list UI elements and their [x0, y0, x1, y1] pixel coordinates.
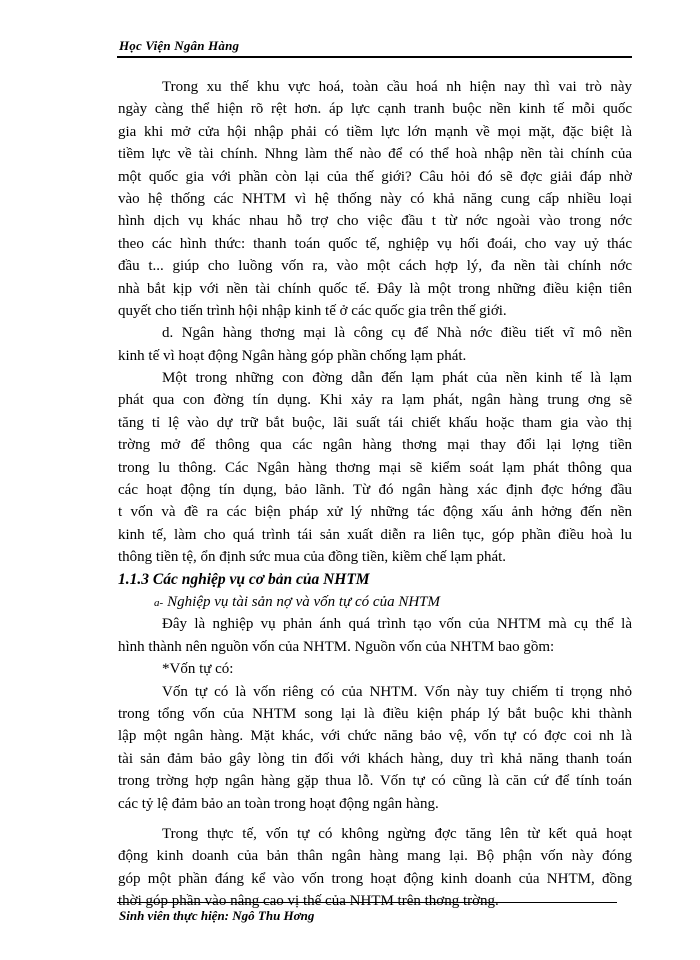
text-line: nhà bắt kịp với nền tài chính quốc tế. Đây là một trong những điều kiện tiên: [118, 280, 632, 297]
header-rule: [117, 56, 632, 58]
text-line: đầu t... giúp cho luồng vốn ra, vào một cách hợp lý, đa nền tài chính nớc: [118, 258, 632, 275]
footer-author: Sinh viên thực hiện: Ngô Thu Hơng: [119, 908, 315, 923]
text-line: vào hệ thống các NHTM vì hệ thống này có khả năng cung cấp nhiều loại: [118, 190, 632, 207]
subsection-title: Nghiệp vụ tài sản nợ và vốn tự có của NHTM: [167, 593, 440, 610]
text-line: Vốn tự có là vốn riêng có của NHTM. Vốn này tuy chiếm tỉ trọng nhỏ: [162, 683, 632, 700]
text-line: động kinh doanh của bản thân ngân hàng mang lại. Bộ phận vốn này đóng: [118, 848, 632, 865]
section-heading: 1.1.3 Các nghiệp vụ cơ bản của NHTM: [118, 570, 370, 588]
text-line: d. Ngân hàng thơng mại là công cụ để Nhà nớc điều tiết vĩ mô nền: [162, 325, 632, 342]
text-line: gia khi mở cửa hội nhập phải có tiềm lực lớn mạnh về mọi mặt, đặc biệt là: [118, 123, 632, 140]
text-line: trong trờng hợp ngân hàng gặp thua lỗ. Vốn tự có cũng là căn cứ để tính toán: [118, 773, 632, 790]
subsection-bullet: a-: [154, 596, 164, 609]
text-line: trong tổng vốn của NHTM song lại là điều kiện pháp lý bắt buộc khi thành: [118, 705, 632, 722]
document-body: [118, 76, 632, 912]
text-line: Trong thực tế, vốn tự có không ngừng đợc tăng lên từ kết quả hoạt: [162, 825, 632, 842]
text-line: phát qua con đờng tín dụng. Khi xảy ra lạm phát, ngân hàng trung ơng sẽ: [118, 392, 632, 409]
page-footer: [117, 900, 617, 930]
text-line: Đây là nghiệp vụ phản ánh quá trình tạo vốn của NHTM mà cụ thể là: [162, 616, 632, 633]
page-header: [117, 34, 632, 58]
text-line: trờng mở để thông qua các ngân hàng thơng mại thay đổi lại lợng tiền: [118, 437, 632, 454]
text-line: tăng tỉ lệ vào dự trữ bắt buộc, lãi suất tái chiết khấu hoặc tham gia vào thị: [118, 414, 632, 431]
text-line: tiềm lực về tài chính. Nhng làm thế nào để có thể hoà nhập nền tài chính của: [118, 146, 632, 163]
text-line: t vốn và đề ra các biện pháp xử lý những tác động xấu ảnh hởng đến nền: [118, 504, 632, 521]
text-line: Một trong những con đờng dẫn đến lạm phát của nền kinh tế là lạm: [162, 370, 632, 387]
text-line: theo các hình thức: thanh toán quốc tế, nghiệp vụ hối đoái, cho vay uỷ thác: [118, 235, 632, 252]
text-line: thông tiền tệ, ổn định sức mua của đồng tiền, kiềm chế lạm phát.: [118, 549, 507, 566]
text-line: các tỷ lệ đảm bảo an toàn trong hoạt động ngân hàng.: [118, 795, 439, 812]
text-line: lập một ngân hàng. Mặt khác, với chức năng bảo vệ, vốn tự có đợc coi nh là: [118, 728, 632, 745]
text-line: các hoạt động tín dụng, bảo lãnh. Từ đó ngân hàng xác định đợc hớng đầu: [118, 482, 632, 499]
text-line: *Vốn tự có:: [162, 661, 234, 678]
text-line: quyết cho tiến trình hội nhập kinh tế ở các quốc gia trên thế giới.: [118, 302, 507, 319]
text-line: thời góp phần vào nâng cao vị thế của NHTM trên thơng trờng.: [118, 893, 499, 910]
text-line: kinh tế, làm cho quá trình tái sản xuất diễn ra liên tục, góp phần điều hoà lu: [118, 526, 632, 543]
text-line: ngày càng thể hiện rõ rệt hơn. áp lực cạnh tranh buộc nền kinh tế mỗi quốc: [118, 101, 632, 118]
text-line: tài sản đảm bảo gây lòng tin đối với khách hàng, duy trì khả năng thanh toán: [118, 750, 632, 767]
text-line: trong lu thông. Các Ngân hàng thơng mại sẽ kiểm soát lạm phát thông qua: [118, 459, 632, 476]
text-line: một quốc gia với phần còn lại của thế giới? Câu hỏi đó sẽ đợc giải đáp nhờ: [118, 168, 632, 185]
text-line: Trong xu thế khu vực hoá, toàn cầu hoá nh hiện nay thì vai trò này: [162, 79, 632, 95]
header-title: Học Viện Ngân Hàng: [119, 38, 240, 53]
footer-rule: [117, 902, 617, 903]
text-line: hình thành nên nguồn vốn của NHTM. Nguồn vốn của NHTM bao gồm:: [118, 638, 555, 655]
text-line: góp một phần đáng kể vào vốn trong hoạt động kinh doanh của NHTM, đồng: [118, 870, 632, 887]
subsection-heading: [118, 591, 632, 613]
text-line: kinh tế vì hoạt động Ngân hàng góp phần chống lạm phát.: [118, 347, 467, 364]
text-line: hình dịch vụ khác nhau hỗ trợ cho việc đầu t từ nớc ngoài vào trong nớc: [118, 213, 632, 230]
